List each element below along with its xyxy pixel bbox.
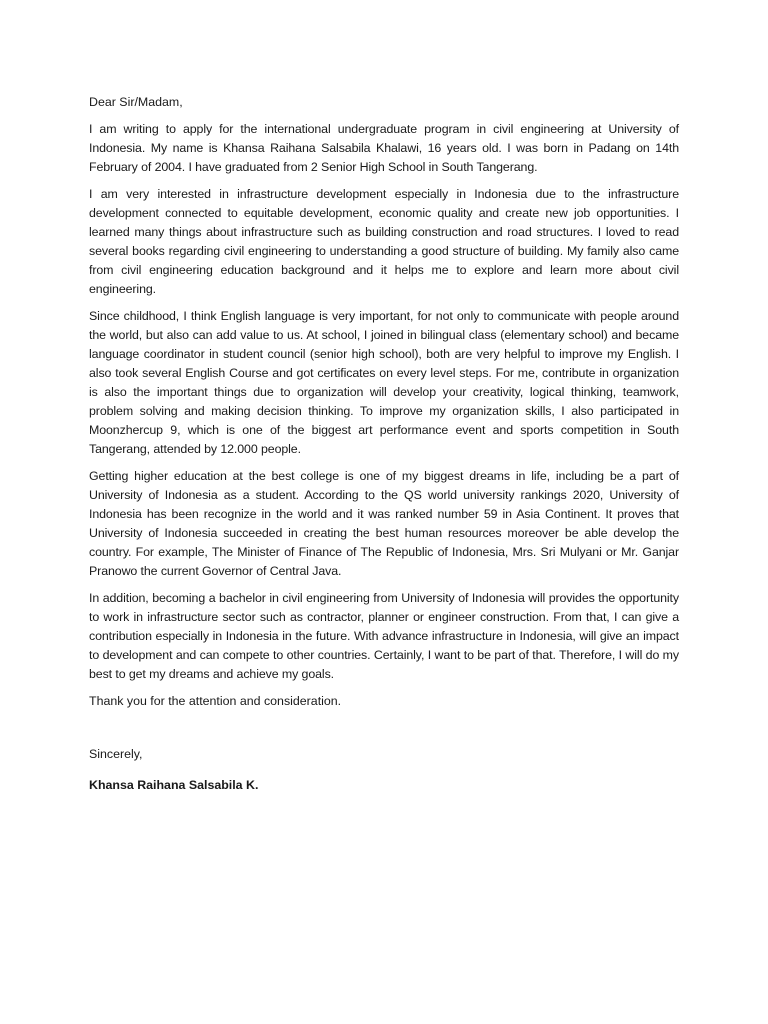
signoff: Sincerely, (89, 747, 143, 761)
paragraph-university: Getting higher education at the best college is one of my biggest dreams in life, including be a part of University of Indonesia as a student. According to the QS world university rankings 2020, University of Indonesia has been recognize in the world and it was ranked number 59 in Asia Continent. It proves that University of Indonesia succeeded in creating the best human resources moreover be able develop the country. For example, The Minister of Finance of The Republic of Indonesia, Mrs. Sri Mulyani or Mr. Ganjar Pranowo the current Governor of Central Java. (89, 469, 679, 578)
signature-name: Khansa Raihana Salsabila K. (89, 778, 259, 792)
paragraph-introduction: I am writing to apply for the international undergraduate program in civil engineering at University of Indonesia. My name is Khansa Raihana Salsabila Khalawi, 16 years old. I was born in Padang on 14th February of 2004. I have graduated from 2 Senior High School in South Tangerang. (89, 122, 679, 174)
paragraph-goals: In addition, becoming a bachelor in civil engineering from University of Indonesia will provides the opportunity to work in infrastructure sector such as contractor, planner or engineer construction. From that, I can give a contribution especially in Indonesia in the future. With advance infrastructure in Indonesia, will give an impact to development and can compete to other countries. Certainly, I want to be part of that. Therefore, I will do my best to get my dreams and achieve my goals. (89, 591, 679, 681)
paragraph-english-and-organization: Since childhood, I think English language is very important, for not only to communicate with people around the world, but also can add value to us. At school, I joined in bilingual class (elementary school) and became language coordinator in student council (senior high school), both are very helpful to improve my English. I also took several English Course and got certificates on every level steps. For me, contribute in organization is also the important things due to organization will develop your creativity, logical thinking, teamwork, problem solving and making decision thinking. To improve my organization skills, I also participated in Moonzhercup 9, which is one of the biggest art performance event and sports competition in South Tangerang, attended by 12.000 people. (89, 309, 679, 456)
salutation: Dear Sir/Madam, (89, 95, 183, 109)
thanks-line: Thank you for the attention and consideration. (89, 694, 342, 708)
paragraph-interest: I am very interested in infrastructure development especially in Indonesia due to the infrastructure development connected to equitable development, economic quality and create new job opportunities. I learned many things about infrastructure such as building construction and road structures. I loved to read several books regarding civil engineering to understanding a good structure of building. My family also came from civil engineering education background and it helps me to explore and learn more about civil engineering. (89, 187, 679, 296)
